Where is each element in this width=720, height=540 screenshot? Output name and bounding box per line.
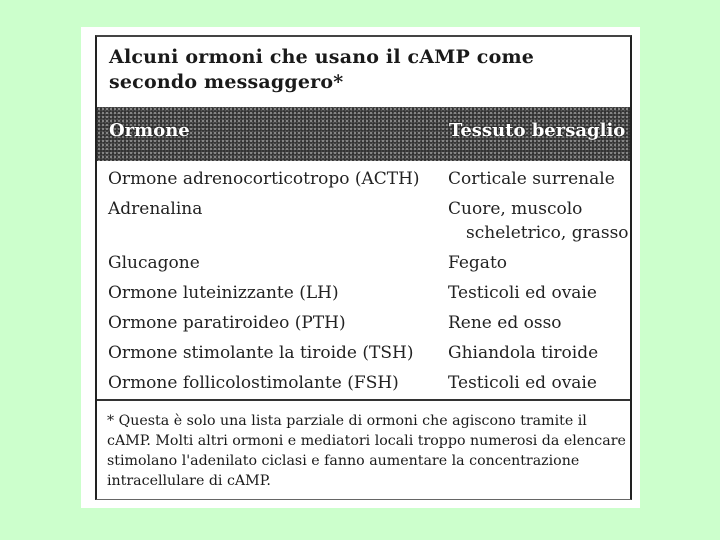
target-cell: Fegato <box>448 253 508 273</box>
hormone-cell: Ormone luteinizzante (LH) <box>108 283 339 303</box>
footnote: * Questa è solo una lista parziale di ormoni che agiscono tramite il cAMP. Molti altri ormoni e mediatori locali troppo numerosi da elencare stimolano l'adenilato ciclasi e fanno aumentare la concentrazione intracellulare di cAMP. <box>107 413 626 489</box>
target-cell: Cuore, muscolo <box>448 199 583 219</box>
hormone-cell: Ormone stimolante la tiroide (TSH) <box>108 343 414 363</box>
target-cell: Corticale surrenale <box>448 169 615 189</box>
hormone-cell: Ormone follicolostimolante (FSH) <box>108 373 399 393</box>
target-cell: Rene ed osso <box>448 313 562 333</box>
column-header-hormone: Ormone <box>109 120 190 141</box>
target-cell-continued: scheletrico, grasso <box>466 223 629 243</box>
target-cell: Testicoli ed ovaie <box>448 373 597 393</box>
table-frame <box>95 35 632 500</box>
table-header <box>97 107 630 161</box>
table-row <box>97 311 630 335</box>
column-header-target-tissue: Tessuto bersaglio <box>449 120 626 141</box>
table-row <box>97 197 630 245</box>
hormone-cell: Glucagone <box>108 253 200 273</box>
table-row <box>97 251 630 275</box>
hormone-cell: Ormone adrenocorticotropo (ACTH) <box>108 169 420 189</box>
hormone-cell: Adrenalina <box>108 199 203 219</box>
target-cell: Testicoli ed ovaie <box>448 283 597 303</box>
target-cell: Ghiandola tiroide <box>448 343 599 363</box>
table-row <box>97 167 630 191</box>
table-row <box>97 281 630 305</box>
table-row <box>97 341 630 365</box>
scanned-page <box>81 27 640 508</box>
footnote-divider <box>97 399 630 401</box>
table-body <box>97 167 630 401</box>
table-title: Alcuni ormoni che usano il cAMP come secondo messaggero* <box>109 46 535 93</box>
table-row <box>97 371 630 395</box>
hormone-cell: Ormone paratiroideo (PTH) <box>108 313 346 333</box>
